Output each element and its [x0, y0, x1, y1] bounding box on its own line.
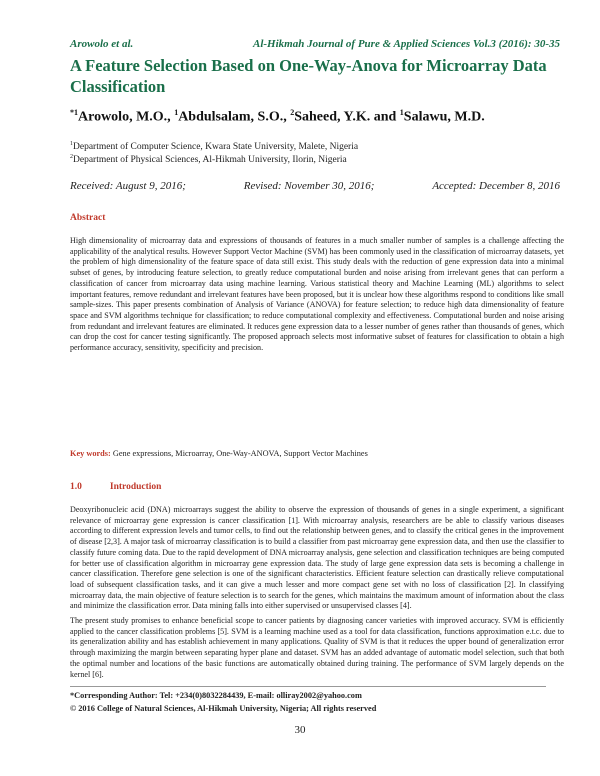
- author-name: Abdulsalam, S.O.,: [178, 109, 287, 125]
- abstract-heading: Abstract: [70, 213, 106, 223]
- introduction-heading: [70, 482, 161, 492]
- footnote-divider: [70, 686, 546, 687]
- running-head-journal: Al-Hikmah Journal of Pure & Applied Sciences Vol.3 (2016): 30-35: [253, 38, 560, 50]
- author-mark: 2: [290, 108, 295, 117]
- author-mark: *1: [70, 108, 78, 117]
- section-title: Introduction: [109, 482, 162, 492]
- corresponding-author-note: *Corresponding Author: Tel: +234(0)8032284439, E-mail: olliray2002@yahoo.com: [70, 691, 362, 700]
- author-name: Saheed, Y.K. and: [294, 109, 397, 125]
- affiliation: [70, 154, 347, 165]
- intro-paragraph: Deoxyribonucleic acid (DNA) microarrays suggest the ability to observe the expression of thousands of genes in a single experiment, a significant relevance of microarray gene expression is cancer classification [1]. With microarray analysis, researchers are be able to classify various diseases according to different expression levels and tumor cells, to find out the relationship between genes, and to classify the critical genes in the improvement of disease [2,3]. A major task of microarray classification is to build a classifier from past microarray gene expression data, and then use the classifier to classify future coming data. Due to the rapid development of DNA microarray analysis, gene selection and classification techniques are being computed for better use of classification algorithm in microarray gene expression data. The study of large gene expression data sets is becoming a challenge in cancer classification. Therefore gene selection is one of the significant characteristics. Efficient feature selection can drastically relieve computational load of subsequent classification tasks, and it can give a much lesser and more compact gene set with no loss of classification [2]. In classifying microarray data, the main objective of feature selection is to search for the genes, which maintains the maximum amount of information about the class and minimize the classification error. Data mining falls into either supervised or unsupervised classes [4].: [70, 505, 564, 611]
- affiliation: [70, 141, 358, 152]
- accepted-date: Accepted: December 8, 2016: [432, 180, 560, 192]
- article-dates: [70, 180, 560, 192]
- page-number: 30: [294, 724, 306, 736]
- affiliation-mark: 1: [70, 141, 73, 147]
- affiliation-text: Department of Physical Sciences, Al-Hikmah University, Ilorin, Nigeria: [73, 155, 347, 166]
- keywords-text: Gene expressions, Microarray, One-Way-ANOVA, Support Vector Machines: [110, 449, 368, 458]
- section-number: 1.0: [70, 482, 82, 492]
- revised-date: Revised: November 30, 2016;: [243, 180, 375, 192]
- received-date: Received: August 9, 2016;: [70, 180, 186, 192]
- paper-title: A Feature Selection Based on One-Way-Anova for Microarray Data Classification: [70, 56, 547, 96]
- author-mark: 1: [174, 108, 179, 117]
- abstract-text: High dimensionality of microarray data and expressions of thousands of features in a much smaller number of samples is a challenge affecting the applicability of the analytical results. However Support Vector Machine (SVM) has been commonly used in the classification of microarray datasets, yet the problem of high dimensionality of the feature space of data still exist. This study deals with the reduction of gene expression data into a minimal subset of genes, by introducing feature selection, to greatly reduce computational burden and noise arising from irrelevant genes that can perform a classification of cancer from microarray data using machine learning. Various statistical theory and Machine Learning (ML) algorithms to select important features, remove redundant and irrelevant features have been proposed, but it is unclear how these algorithms respond to conditions like small sample-sizes. This paper presents combination of Analysis of Variance (ANOVA) for feature selection; to reduce high data dimensionality of feature space and SVM algorithms technique for classification; to reduce computational complexity and effectiveness. Computational burden and noise arising from redundant and irrelevant features are eliminated. It reduces gene expression data to a lesser number of genes rather than thousands of genes, which can drop the cost for cancer testing significantly. The proposed approach selects most informative subset of features for classification to obtain a high performance accuracy, sensitivity, specificity and precision.: [70, 236, 564, 353]
- keywords: [70, 449, 564, 458]
- author-name: Salawu, M.D.: [403, 109, 485, 125]
- intro-paragraph: The present study promises to enhance beneficial scope to cancer patients by diagnosing cancer varieties with improved accuracy. SVM is efficiently applied to the cancer classification problems [5]. SVM is a learning machine used as a tool for data classification, functions approximation e.t.c. due to its generalization ability and has establish achievement in many applications. Quality of SVM is that it reduces the upper bound of generalization error through maximizing the margin between separating hyper plane and dataset. SVM has an added advantage of automatic model selection, such that both the optimal number and locations of the basic functions are automatically obtained during training. The performance of SVM largely depends on the kernel [6].: [70, 616, 564, 679]
- author-name: Arowolo, M.O.,: [78, 109, 171, 125]
- copyright-note: © 2016 College of Natural Sciences, Al-Hikmah University, Nigeria; All rights reserved: [70, 704, 377, 713]
- author-list: [70, 108, 562, 126]
- running-head-authors: Arowolo et al.: [70, 38, 134, 50]
- affiliation-mark: 2: [70, 154, 73, 160]
- affiliation-text: Department of Computer Science, Kwara State University, Malete, Nigeria: [73, 142, 359, 153]
- running-head: [70, 38, 560, 50]
- keywords-label: Key words:: [70, 449, 111, 458]
- author-mark: 1: [399, 108, 404, 117]
